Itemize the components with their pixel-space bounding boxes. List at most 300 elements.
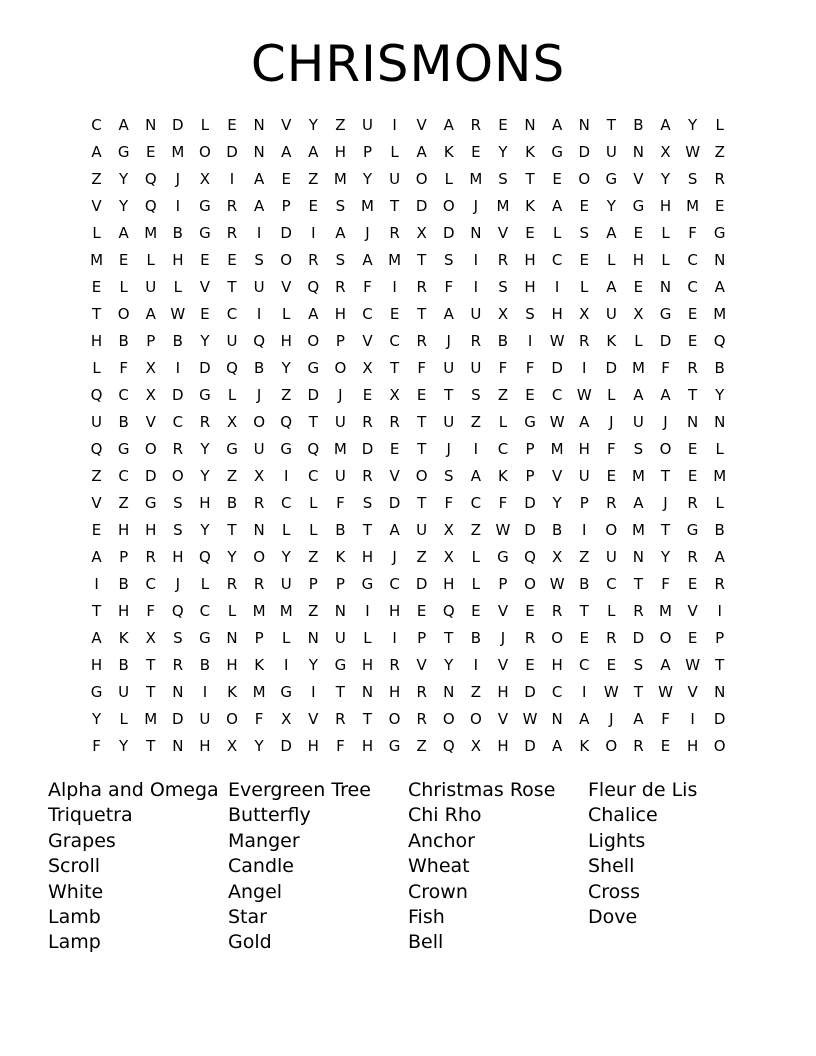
grid-letter: J [175, 575, 181, 593]
grid-letter: T [417, 413, 427, 431]
grid-letter: O [524, 575, 536, 593]
grid-letter: D [578, 143, 591, 161]
grid-letter: I [392, 116, 397, 134]
word-bank-item: Angel [228, 880, 283, 903]
word-bank-item: Gold [228, 931, 272, 954]
grid-letter: F [444, 278, 454, 296]
grid-letter: L [634, 332, 643, 350]
grid-letter: R [416, 710, 427, 728]
grid-letter: J [663, 413, 668, 431]
grid-letter: X [199, 170, 211, 188]
grid-letter: B [579, 575, 590, 593]
grid-letter: G [307, 359, 320, 377]
grid-letter: V [199, 278, 211, 296]
grid-letter: Z [226, 467, 238, 485]
grid-letter: J [338, 386, 343, 404]
grid-letter: Q [280, 413, 293, 431]
grid-letter: H [388, 683, 401, 701]
grid-letter: R [226, 197, 238, 215]
grid-letter: I [256, 305, 262, 323]
grid-letter: V [687, 683, 698, 701]
grid-letter: G [117, 440, 130, 458]
grid-row [83, 166, 734, 193]
grid-letter: O [226, 710, 238, 728]
grid-letter: L [471, 548, 481, 566]
grid-letter: D [172, 710, 184, 728]
word-bank-item: Christmas Rose [408, 779, 556, 801]
grid-letter: S [173, 521, 183, 539]
grid-letter: N [253, 521, 265, 539]
grid-letter: Y [200, 440, 210, 458]
grid-letter: S [687, 170, 698, 188]
grid-letter: X [145, 359, 156, 377]
grid-row [83, 247, 734, 274]
grid-letter: T [362, 710, 373, 728]
grid-letter: S [471, 386, 481, 404]
grid-letter: W [170, 305, 186, 323]
grid-letter: U [443, 413, 455, 431]
grid-letter: I [392, 278, 397, 296]
grid-letter: Q [713, 332, 726, 350]
grid-letter: M [171, 143, 185, 161]
grid-letter: C [606, 575, 617, 593]
grid-letter: M [361, 197, 374, 215]
grid-row [83, 112, 734, 139]
word-bank-item: Chalice [588, 804, 658, 827]
grid-letter: A [552, 116, 563, 134]
grid-letter: T [525, 170, 535, 188]
grid-letter: N [253, 116, 265, 134]
grid-letter: Q [90, 440, 103, 458]
grid-letter: X [579, 305, 590, 323]
grid-letter: Q [171, 602, 184, 620]
grid-letter: Z [470, 521, 481, 539]
grid-letter: D [605, 359, 618, 377]
grid-letter: X [145, 386, 156, 404]
grid-letter: E [471, 602, 481, 620]
grid-letter: T [146, 683, 156, 701]
grid-row [83, 409, 734, 436]
grid-letter: Y [281, 548, 291, 566]
grid-letter: Z [416, 737, 427, 755]
grid-letter: R [714, 575, 725, 593]
grid-letter: O [442, 710, 455, 728]
grid-letter: J [500, 629, 506, 647]
grid-letter: C [470, 494, 482, 512]
grid-letter: S [525, 305, 535, 323]
grid-letter: X [226, 413, 238, 431]
grid-letter: J [446, 440, 451, 458]
grid-letter: Y [200, 332, 210, 350]
grid-letter: F [146, 602, 156, 620]
grid-letter: Y [715, 386, 725, 404]
grid-letter: L [282, 629, 291, 647]
grid-letter: E [606, 656, 617, 674]
grid-letter: Y [281, 359, 291, 377]
grid-letter: Z [91, 467, 102, 485]
grid-letter: U [91, 413, 103, 431]
grid-letter: S [335, 251, 346, 269]
grid-row [83, 517, 734, 544]
grid-letter: Q [524, 548, 536, 566]
grid-letter: N [659, 278, 672, 296]
grid-letter: Y [91, 710, 102, 728]
word-bank-item: Triquetra [48, 804, 133, 827]
letter-grid [83, 112, 734, 760]
word-bank-item: Fish [408, 905, 445, 928]
grid-letter: E [687, 305, 698, 323]
grid-letter: M [90, 251, 104, 269]
grid-letter: N [253, 143, 265, 161]
grid-letter: I [311, 683, 316, 701]
grid-letter: I [582, 359, 587, 377]
word-bank-item: Star [228, 905, 267, 928]
grid-letter: V [552, 467, 563, 485]
grid-letter: E [308, 197, 319, 215]
word-bank-item: Anchor [408, 829, 475, 852]
grid-letter: R [389, 224, 400, 242]
grid-letter: Y [606, 197, 616, 215]
word-bank-item: Alpha and Omega [48, 779, 219, 801]
grid-letter: E [91, 278, 102, 296]
grid-letter: P [335, 575, 345, 593]
grid-letter: R [335, 278, 346, 296]
grid-letter: M [252, 602, 266, 620]
grid-letter: Q [307, 440, 320, 458]
grid-letter: L [363, 629, 372, 647]
grid-letter: R [335, 710, 346, 728]
grid-letter: U [118, 683, 130, 701]
grid-letter: O [605, 737, 618, 755]
grid-row [83, 625, 734, 652]
grid-letter: P [362, 143, 372, 161]
grid-letter: O [415, 170, 428, 188]
grid-letter: X [497, 305, 509, 323]
word-bank-item: Lamp [48, 931, 101, 954]
grid-letter: U [578, 467, 590, 485]
grid-letter: L [227, 602, 237, 620]
grid-letter: T [308, 413, 318, 431]
grid-row [83, 382, 734, 409]
grid-letter: B [172, 224, 183, 242]
grid-letter: E [416, 386, 427, 404]
grid-letter: U [470, 359, 482, 377]
grid-row [83, 436, 734, 463]
grid-letter: H [199, 737, 211, 755]
grid-letter: R [633, 602, 644, 620]
word-column [228, 778, 408, 956]
grid-letter: B [172, 332, 183, 350]
grid-letter: P [525, 467, 535, 485]
grid-letter: L [580, 278, 589, 296]
grid-letter: J [663, 494, 668, 512]
grid-letter: L [552, 224, 562, 242]
grid-letter: L [715, 440, 724, 458]
grid-letter: R [687, 359, 698, 377]
grid-letter: A [335, 224, 346, 242]
grid-letter: X [443, 548, 454, 566]
grid-letter: C [578, 656, 590, 674]
grid-letter: Z [308, 602, 319, 620]
grid-letter: R [606, 629, 617, 647]
grid-letter: T [91, 305, 102, 323]
grid-letter: R [633, 737, 644, 755]
grid-letter: C [118, 467, 129, 485]
grid-letter: L [715, 494, 724, 512]
grid-letter: L [390, 143, 399, 161]
grid-row [83, 220, 734, 247]
grid-letter: D [632, 629, 645, 647]
grid-letter: U [334, 629, 346, 647]
word-bank-item: Butterfly [228, 804, 311, 827]
grid-letter: J [609, 710, 614, 728]
grid-letter: R [389, 413, 400, 431]
grid-letter: I [202, 683, 208, 701]
grid-letter: P [715, 629, 725, 647]
grid-letter: G [199, 629, 211, 647]
grid-letter: C [497, 440, 509, 458]
grid-letter: T [444, 386, 454, 404]
grid-letter: H [686, 737, 699, 755]
grid-letter: E [389, 305, 400, 323]
grid-letter: X [145, 629, 156, 647]
grid-letter: H [172, 548, 184, 566]
grid-letter: T [579, 602, 589, 620]
grid-letter: U [605, 305, 617, 323]
grid-letter: Y [308, 116, 318, 134]
grid-letter: O [334, 359, 347, 377]
grid-letter: M [713, 467, 727, 485]
grid-letter: N [551, 710, 563, 728]
grid-letter: H [551, 305, 563, 323]
grid-letter: S [362, 494, 373, 512]
grid-letter: L [309, 521, 318, 539]
grid-letter: L [92, 359, 101, 377]
grid-letter: L [282, 521, 291, 539]
grid-letter: U [632, 413, 644, 431]
grid-letter: I [473, 440, 479, 458]
grid-row [83, 274, 734, 301]
grid-letter: H [334, 143, 347, 161]
grid-letter: E [687, 332, 698, 350]
grid-letter: H [334, 305, 347, 323]
grid-letter: O [199, 143, 211, 161]
grid-letter: L [661, 224, 670, 242]
grid-letter: B [118, 656, 129, 674]
grid-letter: H [118, 602, 130, 620]
grid-letter: T [335, 683, 345, 701]
grid-letter: E [145, 143, 156, 161]
grid-letter: H [578, 440, 590, 458]
grid-letter: P [254, 629, 264, 647]
grid-letter: A [253, 197, 265, 215]
grid-letter: T [606, 116, 616, 134]
grid-row [83, 193, 734, 220]
grid-letter: U [416, 521, 428, 539]
grid-letter: A [145, 305, 156, 323]
grid-letter: J [256, 386, 262, 404]
grid-letter: H [90, 332, 103, 350]
grid-letter: D [524, 737, 536, 755]
grid-letter: D [415, 197, 428, 215]
grid-letter: D [524, 521, 536, 539]
grid-letter: T [660, 521, 671, 539]
grid-letter: J [446, 332, 451, 350]
grid-letter: L [119, 278, 128, 296]
grid-letter: V [281, 278, 292, 296]
grid-letter: G [199, 224, 211, 242]
grid-letter: E [91, 521, 102, 539]
grid-letter: R [416, 683, 427, 701]
grid-letter: V [497, 656, 509, 674]
grid-row [83, 139, 734, 166]
grid-letter: T [417, 440, 427, 458]
grid-letter: F [607, 440, 616, 458]
grid-letter: T [227, 278, 237, 296]
grid-letter: P [146, 332, 156, 350]
grid-row [83, 706, 734, 733]
grid-letter: L [173, 278, 182, 296]
grid-letter: L [227, 386, 237, 404]
grid-letter: M [550, 440, 564, 458]
grid-letter: N [443, 683, 455, 701]
grid-letter: L [471, 575, 481, 593]
grid-letter: N [226, 629, 238, 647]
grid-letter: N [714, 683, 726, 701]
grid-letter: G [524, 413, 536, 431]
grid-letter: H [307, 737, 319, 755]
grid-letter: O [253, 413, 266, 431]
grid-letter: I [717, 602, 722, 620]
grid-letter: B [335, 521, 346, 539]
grid-letter: G [686, 521, 699, 539]
grid-letter: V [389, 467, 400, 485]
grid-letter: C [389, 332, 400, 350]
grid-letter: X [416, 224, 427, 242]
grid-row [83, 328, 734, 355]
grid-letter: V [416, 116, 427, 134]
grid-letter: H [497, 737, 509, 755]
word-bank-item: Manger [228, 829, 300, 852]
grid-letter: Z [497, 386, 509, 404]
grid-letter: V [497, 710, 509, 728]
grid-letter: V [91, 494, 102, 512]
grid-letter: N [334, 602, 346, 620]
word-bank-item: Grapes [48, 829, 116, 852]
grid-letter: S [335, 197, 346, 215]
grid-letter: O [605, 521, 618, 539]
grid-letter: M [469, 170, 483, 188]
grid-letter: E [471, 143, 481, 161]
grid-letter: G [90, 683, 103, 701]
grid-letter: D [280, 737, 292, 755]
grid-letter: A [579, 710, 590, 728]
grid-letter: J [392, 548, 397, 566]
grid-letter: L [661, 251, 670, 269]
grid-letter: L [715, 116, 724, 134]
grid-letter: D [172, 386, 184, 404]
grid-row [83, 463, 734, 490]
grid-letter: Y [552, 494, 562, 512]
grid-letter: U [226, 332, 238, 350]
grid-letter: R [416, 278, 427, 296]
grid-letter: E [389, 440, 400, 458]
grid-letter: E [525, 602, 535, 620]
grid-letter: Q [307, 278, 320, 296]
grid-letter: A [281, 143, 292, 161]
grid-letter: A [552, 737, 563, 755]
word-bank [48, 778, 768, 956]
grid-letter: M [686, 197, 700, 215]
grid-letter: N [714, 251, 726, 269]
grid-letter: Z [714, 143, 725, 161]
word-bank-item: Evergreen Tree [228, 779, 371, 801]
grid-letter: W [549, 413, 565, 431]
word-bank-item: Fleur de Lis [588, 779, 698, 801]
grid-letter: U [199, 710, 211, 728]
grid-letter: T [417, 494, 427, 512]
grid-letter: H [524, 251, 536, 269]
grid-letter: Y [227, 548, 237, 566]
grid-letter: E [687, 629, 698, 647]
grid-row [83, 490, 734, 517]
grid-letter: P [417, 629, 427, 647]
grid-letter: O [415, 467, 428, 485]
grid-letter: M [631, 467, 645, 485]
grid-letter: S [633, 440, 644, 458]
grid-letter: M [496, 197, 510, 215]
grid-letter: H [659, 197, 672, 215]
grid-letter: B [118, 575, 129, 593]
grid-letter: W [495, 521, 511, 539]
grid-letter: T [417, 305, 427, 323]
grid-letter: O [144, 440, 157, 458]
grid-letter: R [416, 332, 427, 350]
grid-letter: Y [119, 737, 129, 755]
grid-letter: O [307, 332, 320, 350]
grid-letter: N [632, 548, 645, 566]
grid-letter: M [279, 602, 293, 620]
grid-letter: E [525, 224, 535, 242]
grid-letter: U [605, 143, 617, 161]
grid-letter: P [498, 575, 508, 593]
grid-letter: R [172, 656, 184, 674]
grid-letter: F [417, 359, 426, 377]
grid-letter: E [633, 224, 644, 242]
grid-letter: S [633, 656, 644, 674]
grid-letter: Y [254, 737, 264, 755]
grid-letter: H [280, 332, 292, 350]
grid-letter: W [685, 656, 701, 674]
grid-letter: D [199, 359, 211, 377]
grid-letter: K [498, 467, 508, 485]
grid-letter: T [389, 359, 400, 377]
grid-letter: M [388, 251, 402, 269]
grid-letter: E [362, 386, 373, 404]
grid-letter: D [388, 494, 401, 512]
grid-letter: N [361, 683, 374, 701]
grid-letter: J [473, 197, 479, 215]
grid-letter: M [252, 683, 266, 701]
grid-letter: G [388, 737, 401, 755]
grid-letter: Y [362, 170, 373, 188]
grid-letter: V [416, 656, 427, 674]
grid-letter: V [281, 116, 292, 134]
grid-letter: I [283, 656, 289, 674]
grid-letter: N [578, 116, 590, 134]
grid-letter: C [389, 575, 400, 593]
grid-letter: L [607, 386, 616, 404]
